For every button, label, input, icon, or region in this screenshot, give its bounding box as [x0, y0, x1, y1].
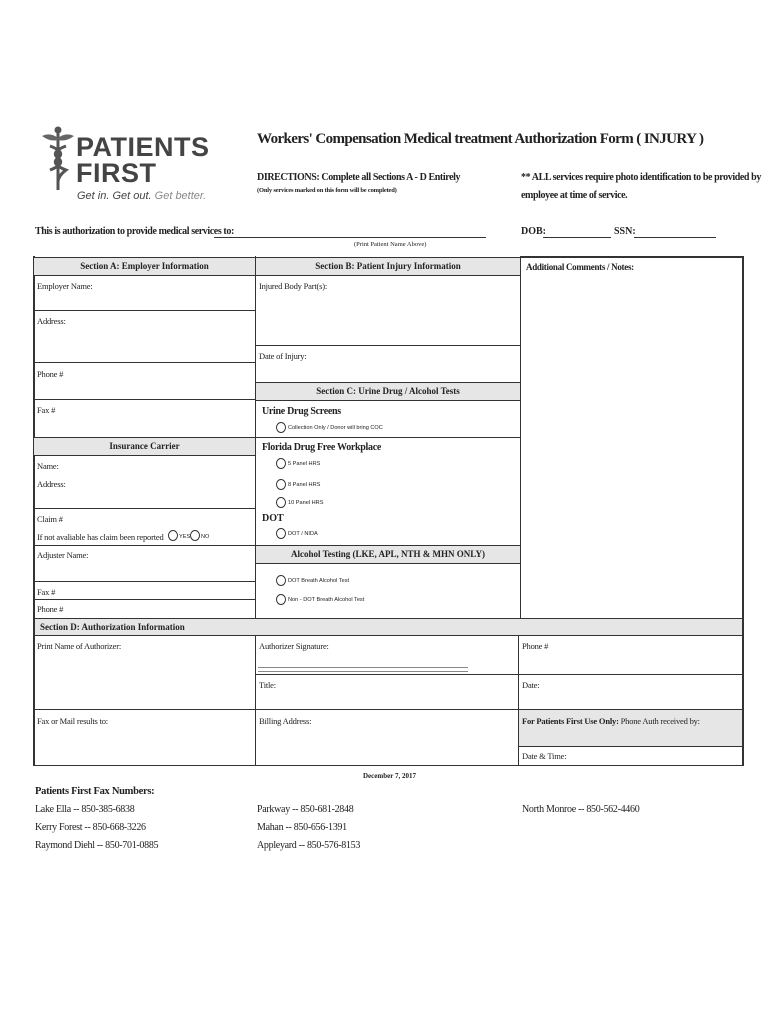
claim-label: Claim #: [37, 514, 63, 524]
logo-tagline: Get in. Get out. Get better.: [77, 190, 207, 202]
insurance-fax-label: Fax #: [37, 587, 56, 597]
adjuster-label: Adjuster Name:: [37, 550, 89, 560]
signature-label: Authorizer Signature:: [259, 641, 329, 651]
directions-note: (Only services marked on this form will be completed): [257, 187, 397, 194]
photo-note-2: employee at time of service.: [521, 190, 628, 201]
panel8-label: 8 Panel HRS: [288, 482, 321, 488]
office-use-label: For Patients First Use Only: Phone Auth received by:: [522, 716, 700, 726]
comments-area[interactable]: [521, 275, 742, 618]
claim-no-radio[interactable]: [190, 530, 200, 541]
insurance-address-label: Address:: [37, 479, 66, 489]
panel5-radio[interactable]: [276, 458, 286, 469]
directions: DIRECTIONS: Complete all Sections A - D Entirely: [257, 172, 461, 183]
patient-name-field[interactable]: [214, 237, 486, 238]
employer-name-label: Employer Name:: [37, 281, 93, 291]
non-dot-breath-label: Non - DOT Breath Alcohol Test: [288, 597, 365, 603]
print-authorizer-label: Print Name of Authorizer:: [37, 641, 121, 651]
insurance-name-label: Name:: [37, 461, 59, 471]
section-c-header: Section C: Urine Drug / Alcohol Tests: [256, 382, 520, 401]
logo: [40, 126, 220, 206]
fax-north-monroe: North Monroe -- 850-562-4460: [522, 804, 640, 815]
insurance-phone-label: Phone #: [37, 604, 64, 614]
dob-label: DOB:: [521, 226, 546, 237]
collection-only-label: Collection Only / Donor will bring COC: [288, 425, 383, 431]
fax-numbers-title: Patients First Fax Numbers:: [35, 786, 155, 797]
claim-yes-radio[interactable]: [168, 530, 178, 541]
fax-raymond-diehl: Raymond Diehl -- 850-701-0885: [35, 840, 159, 851]
insurance-header: Insurance Carrier: [34, 437, 255, 456]
signature-field[interactable]: [258, 667, 468, 672]
fax-mahan: Mahan -- 850-656-1391: [257, 822, 347, 833]
dob-field[interactable]: [543, 237, 611, 238]
fax-parkway: Parkway -- 850-681-2848: [257, 804, 354, 815]
dot-nida-label: DOT / NIDA: [288, 531, 318, 537]
billing-address-label: Billing Address:: [259, 716, 312, 726]
alcohol-header: Alcohol Testing (LKE, APL, NTH & MHN ONLY): [256, 545, 520, 564]
panel8-radio[interactable]: [276, 479, 286, 490]
ssn-field[interactable]: [634, 237, 716, 238]
comments-title: Additional Comments / Notes:: [526, 262, 634, 272]
non-dot-breath-radio[interactable]: [276, 594, 286, 605]
authorizer-date-label: Date:: [522, 680, 540, 690]
dot-breath-radio[interactable]: [276, 575, 286, 586]
fax-mail-label: Fax or Mail results to:: [37, 716, 108, 726]
caduceus-icon: [40, 126, 76, 192]
employer-fax-label: Fax #: [37, 405, 56, 415]
collection-only-radio[interactable]: [276, 422, 286, 433]
claim-yes-label: YES: [179, 534, 191, 540]
photo-note-1: ** ALL services require photo identification to be provided by: [521, 172, 761, 183]
employer-phone-label: Phone #: [37, 369, 64, 379]
auth-line-label: This is authorization to provide medical services to:: [35, 226, 234, 237]
dot-title: DOT: [262, 513, 284, 524]
section-b-header: Section B: Patient Injury Information: [256, 257, 520, 276]
fax-lake-ella: Lake Ella -- 850-385-6838: [35, 804, 135, 815]
section-d-header: Section D: Authorization Information: [34, 619, 742, 636]
florida-title: Florida Drug Free Workplace: [262, 442, 382, 453]
claim-reported-label: If not avaliable has claim been reported: [37, 532, 164, 542]
date-of-injury-label: Date of Injury:: [259, 351, 307, 361]
claim-no-label: NO: [201, 534, 210, 540]
print-name-note: (Print Patient Name Above): [354, 241, 427, 248]
body-parts-label: Injured Body Part(s):: [259, 281, 328, 291]
logo-line1: PATIENTS: [76, 132, 210, 162]
panel10-radio[interactable]: [276, 497, 286, 508]
panel5-label: 5 Panel HRS: [288, 461, 321, 467]
ssn-label: SSN:: [614, 226, 636, 237]
employer-address-label: Address:: [37, 316, 66, 326]
footer-date: December 7, 2017: [363, 772, 416, 780]
dot-nida-radio[interactable]: [276, 528, 286, 539]
dot-breath-label: DOT Breath Alcohol Test: [288, 578, 350, 584]
fax-kerry-forest: Kerry Forest -- 850-668-3226: [35, 822, 146, 833]
logo-line2: FIRST: [76, 158, 157, 188]
urine-screens-title: Urine Drug Screens: [262, 406, 341, 417]
authorizer-title-label: Title:: [259, 680, 276, 690]
authorizer-phone-label: Phone #: [522, 641, 549, 651]
form-title: Workers' Compensation Medical treatment Authorization Form ( INJURY ): [257, 131, 704, 147]
fax-appleyard: Appleyard -- 850-576-8153: [257, 840, 361, 851]
section-a-header: Section A: Employer Information: [34, 257, 255, 276]
panel10-label: 10 Panel HRS: [288, 500, 324, 506]
date-time-label: Date & Time:: [522, 751, 567, 761]
